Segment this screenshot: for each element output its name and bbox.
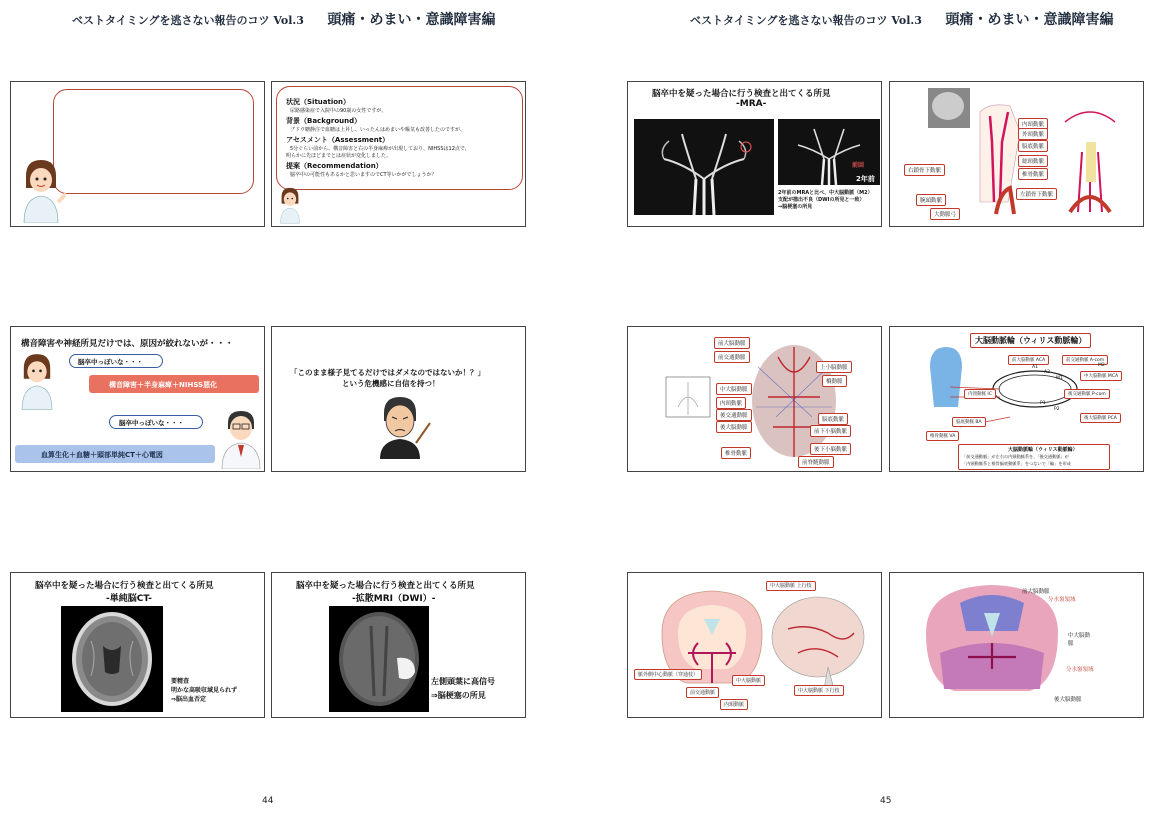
dysarthria-title: 構音障害や神経所見だけでは、原因が絞れないが・・・ xyxy=(21,339,234,349)
slide-watershed xyxy=(889,572,1144,718)
dwi-title2: -拡散MRI（DWI）- xyxy=(352,594,436,604)
mra-badge-prior: 2年前 xyxy=(856,175,875,183)
coronal-brain-diagram xyxy=(628,573,882,718)
left-header-topic: 頭痛・めまい・意識障害編 xyxy=(327,12,496,28)
sbar-a-label: アセスメント（Assessment） xyxy=(286,136,390,144)
slide-mca-branches xyxy=(627,572,882,718)
sbar-r-text: 脳卒中の可能性もあるかと思いますのでCT等いかがでしょうか？ xyxy=(290,172,437,178)
nurse-thinking-illustration xyxy=(15,351,59,411)
mra-caption1: 2年前のMRAと比べ、中大脳動脈（M2） xyxy=(778,190,873,196)
slide-mra xyxy=(627,81,882,227)
crisis-line1: 「このまま様子見てるだけではダメなのではないか！？」 xyxy=(290,368,485,377)
slide-crisis xyxy=(271,326,526,472)
label-mca: 中大脳動脈 xyxy=(716,383,752,395)
label-left-subclavian: 左鎖骨下動脈 xyxy=(1016,188,1057,200)
label-vertebral: 椎骨動脈 xyxy=(1018,168,1048,180)
ct-title1: 脳卒中を疑った場合に行う検査と出てくる所見 xyxy=(35,581,214,591)
ct-note1: 要精査 xyxy=(171,678,190,685)
crisis-line2: という危機感に自信を持つ！ xyxy=(342,379,440,388)
nurse-thought-text: 脳卒中っぽいな・・・ xyxy=(78,358,143,366)
slide-ct xyxy=(10,572,265,718)
right-page-header xyxy=(690,9,1114,29)
dwi-note2: ⇒脳梗塞の所見 xyxy=(431,691,486,700)
doctor-thought-text: 脳卒中っぽいな・・・ xyxy=(119,419,184,427)
slide-dysarthria xyxy=(10,326,265,472)
label-pica: 後下小脳動脈 xyxy=(810,443,851,455)
watershed-label-zone2: 分水嶺領域 xyxy=(1066,667,1094,673)
mca-label-acom: 前交通動脈 xyxy=(686,687,719,698)
willis-seg-m2: M2 xyxy=(1098,363,1105,368)
sbar-r-label: 提案（Recommendation） xyxy=(286,162,383,170)
mra-red-badge: 前回 xyxy=(852,162,865,169)
mca-label-ascending: 中大脳動脈 上行枝 xyxy=(766,581,816,591)
willis-caption2: 「内頸動脈系と椎骨脳底動脈系」をつないで「輪」を形成 xyxy=(962,461,1071,466)
right-header-topic: 頭痛・めまい・意識障害編 xyxy=(945,12,1114,28)
mra-title1: 脳卒中を疑った場合に行う検査と出てくる所見 xyxy=(652,89,831,99)
watershed-diagram xyxy=(890,573,1144,718)
label-ica: 内頸動脈 xyxy=(716,397,746,409)
label-common-carotid: 総頸動脈 xyxy=(1018,155,1048,167)
slide-dwi xyxy=(271,572,526,718)
label-basilar-base: 脳底動脈 xyxy=(818,413,848,425)
willis-label-ba: 脳底動脈 BA xyxy=(952,417,986,427)
right-page-number: 45 xyxy=(880,796,892,806)
dwi-title1: 脳卒中を疑った場合に行う検査と出てくる所見 xyxy=(296,581,475,591)
label-pontine: 橋動脈 xyxy=(822,375,847,387)
willis-caption1: 「前交通動脈」が左右の内頸動脈系を、「後交通動脈」が xyxy=(962,454,1069,459)
nurse-finding-text: 構音障害＋半身麻痺＋NIHSS悪化 xyxy=(109,381,218,389)
sbar-b-label: 背景（Background） xyxy=(286,117,362,125)
label-aca: 前大脳動脈 xyxy=(714,337,750,349)
label-external-carotid: 外頸動脈 xyxy=(1018,128,1048,140)
mca-label-descending: 中大脳動脈 下行枝 xyxy=(794,685,844,696)
label-sca: 上小脳動脈 xyxy=(816,361,852,373)
mra-caption2: 支配が描出不良（DWIの所見と一致） xyxy=(778,197,865,203)
slide-sbar xyxy=(271,81,526,227)
sbar-a-text1: 5分ぐらい前から、構音障害と右の半身麻痺が出現しており、NIHSSは12点で、 xyxy=(290,146,470,152)
slide-neck-arteries xyxy=(889,81,1144,227)
dwi-note1: 左側頭葉に高信号 xyxy=(431,677,495,686)
left-header-series: ベストタイミングを逃さない報告のコツ Vol.3 xyxy=(72,14,304,27)
empty-speech-bubble xyxy=(53,89,254,194)
willis-caption-title: 大脳動脈輪（ウィリス動脈輪） xyxy=(1008,447,1078,453)
doctor-illustration xyxy=(218,409,264,469)
label-pca: 後大脳動脈 xyxy=(716,421,752,433)
sbar-s-text: 尿路感染症で入院中の90歳の女性ですが、 xyxy=(290,108,387,114)
willis-label-pcom: 後交通動脈 P-com xyxy=(1064,389,1110,399)
slide-brain-base xyxy=(627,326,882,472)
willis-seg-m1: M1 xyxy=(1056,376,1063,381)
label-basilar: 脳底動脈 xyxy=(1018,140,1048,152)
left-page-number: 44 xyxy=(262,796,274,806)
label-right-subclavian: 右鎖骨下動脈 xyxy=(904,164,945,176)
label-anterior-spinal: 前脊髄動脈 xyxy=(798,456,834,468)
willis-label-ic: 内頸動脈 IC xyxy=(964,389,996,399)
label-pcom: 後交通動脈 xyxy=(716,409,752,421)
mra-caption3: ⇒脳梗塞の所見 xyxy=(778,204,813,210)
slide-blank-bubble xyxy=(10,81,265,227)
mca-label-perforators: 脈外側中心動脈（穿通枝） xyxy=(634,669,702,680)
label-aortic-arch: 大動脈弓 xyxy=(930,208,960,220)
mra-title2: -MRA- xyxy=(736,99,767,109)
willis-label-aca: 前大脳動脈 ACA xyxy=(1008,355,1049,365)
willis-label-mca: 中大脳動脈 MCA xyxy=(1080,371,1122,381)
willis-label-pca: 後大脳動脈 PCA xyxy=(1080,413,1121,423)
mra-current-image xyxy=(634,119,774,215)
sbar-s-label: 状況（Situation） xyxy=(286,98,351,106)
willis-seg-p1: P1 xyxy=(1040,401,1046,406)
ct-scan-image xyxy=(61,606,163,712)
left-page-header xyxy=(72,9,496,29)
willis-title: 大脳動脈輪（ウィリス動脈輪） xyxy=(970,333,1091,348)
label-internal-carotid: 内頸動脈 xyxy=(1018,118,1048,130)
ct-note3: ⇒脳出血否定 xyxy=(171,696,207,703)
watershed-label-zone1: 分水嶺領域 xyxy=(1048,597,1076,603)
nurse-small-illustration xyxy=(276,186,304,224)
label-aica: 前下小脳動脈 xyxy=(810,425,851,437)
right-header-series: ベストタイミングを逃さない報告のコツ Vol.3 xyxy=(690,14,922,27)
mca-label-ica: 内頸動脈 xyxy=(720,699,748,710)
slide-willis xyxy=(889,326,1144,472)
doctor-order-text: 血算生化＋血糖＋頭部単純CT＋心電図 xyxy=(41,451,163,459)
ct-title2: -単純脳CT- xyxy=(106,594,152,604)
willis-seg-a1: A1 xyxy=(1032,365,1038,370)
ct-note2: 明かな高吸収域見られず xyxy=(171,687,238,694)
label-vertebral-base: 椎骨動脈 xyxy=(721,447,751,459)
willis-seg-a2: A2 xyxy=(1044,370,1050,375)
watershed-label-mca: 中大脳動脈 xyxy=(1068,633,1091,647)
willis-seg-p2: P2 xyxy=(1054,407,1060,412)
willis-label-acom: 前交通動脈 A-com xyxy=(1062,355,1108,365)
willis-label-va: 椎骨動脈 VA xyxy=(926,431,959,441)
worried-man-illustration xyxy=(372,393,432,459)
nurse-illustration xyxy=(16,158,66,223)
watershed-label-aca: 前大脳動脈 xyxy=(1022,589,1050,595)
label-brachiocephalic: 腕頭動脈 xyxy=(916,194,946,206)
label-acom: 前交通動脈 xyxy=(714,351,750,363)
sbar-a-text2: 明らかに先ほどまでとは症状が変化しました。 xyxy=(286,153,392,159)
dwi-scan-image xyxy=(329,606,429,712)
sbar-b-text: ブドウ糖静注で血糖は上昇し、いったんはめまいや嘔気も改善したのですが、 xyxy=(290,127,466,133)
watershed-label-pca: 後大脳動脈 xyxy=(1054,697,1082,703)
mca-label-mca: 中大脳動脈 xyxy=(732,675,765,686)
